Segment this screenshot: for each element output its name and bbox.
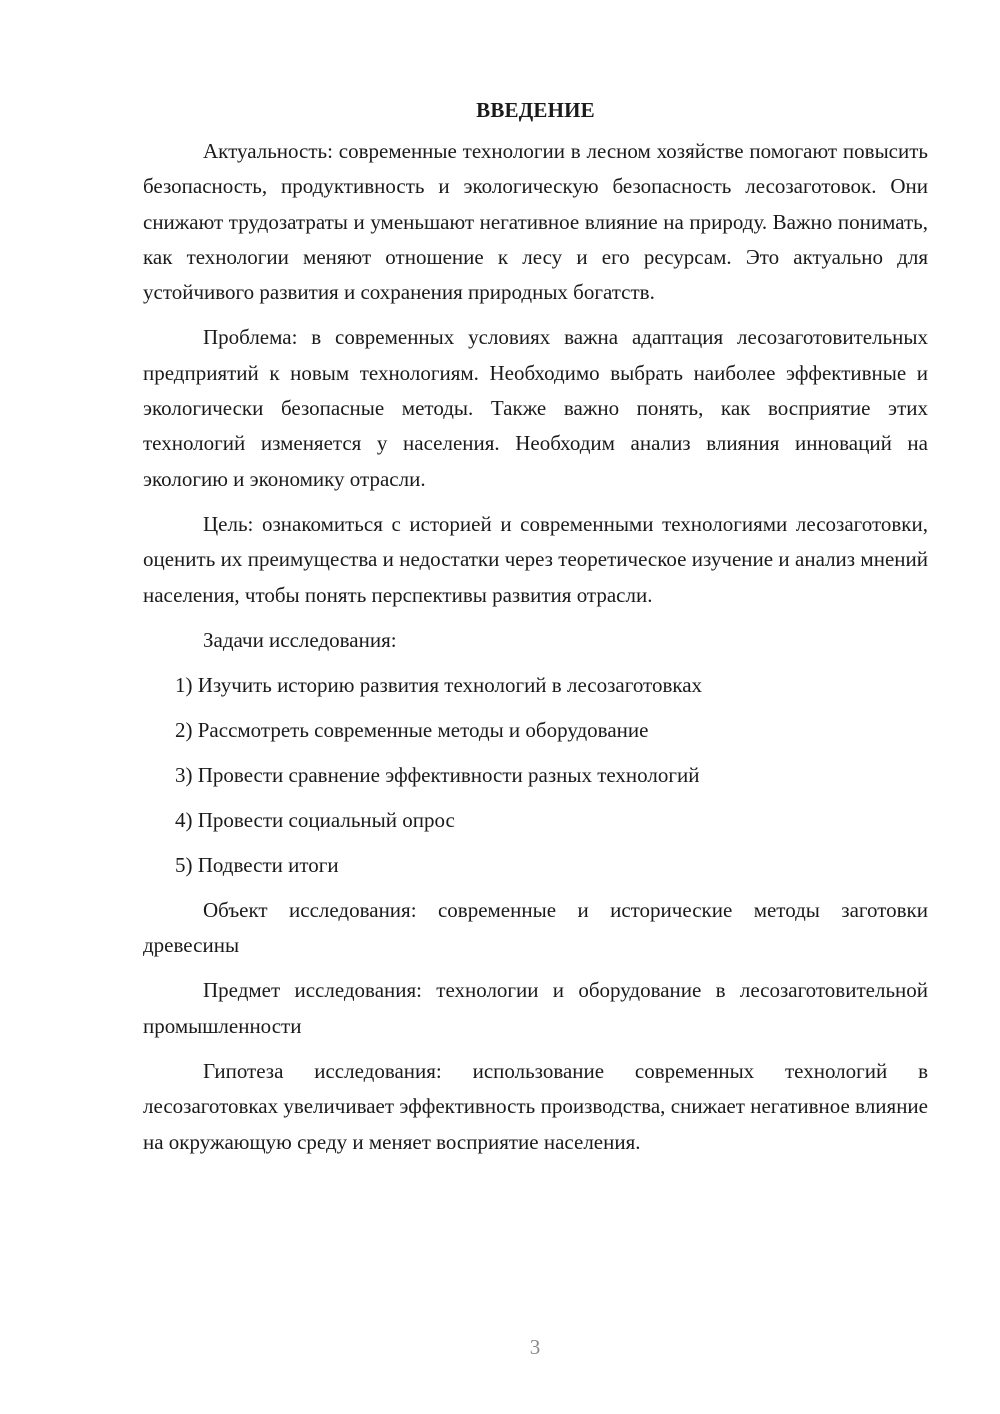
paragraph-object: Объект исследования: современные и исторические методы заготовки древесины <box>143 897 928 958</box>
task-item: 2) Рассмотреть современные методы и оборудование <box>175 717 649 742</box>
page-number: 3 <box>529 1335 541 1359</box>
task-item: 4) Провести социальный опрос <box>175 807 455 832</box>
paragraph-relevance: Актуальность: современные технологии в лесном хозяйстве помогают повысить безопасность, продуктивность и экологическую безопасность лесозаготовок. Они снижают трудозатраты и уменьшают негативное влияние на природу. Важно понимать, как технологии меняют отношение к лесу и его ресурсам. Это актуально для устойчивого развития и сохранения природных богатств. <box>143 139 928 305</box>
paragraph-subject: Предмет исследования: технологии и оборудование в лесозаготовительной промышленности <box>143 978 928 1038</box>
paragraph-problem: Проблема: в современных условиях важна адаптация лесозаготовительных предприятий к новым технологиям. Необходимо выбрать наиболее эффективные и экологически безопасные методы. Также важно понять, как восприятие этих технологий изменяется у населения. Необходим анализ влияния инноваций на экологию и экономику отрасли. <box>143 325 928 491</box>
section-title: ВВЕДЕНИЕ <box>476 98 595 122</box>
task-item: 3) Провести сравнение эффективности разных технологий <box>175 762 700 787</box>
paragraph-goal: Цель: ознакомиться с историей и современными технологиями лесозаготовки, оценить их преимущества и недостатки через теоретическое изучение и анализ мнений населения, чтобы понять перспективы развития отрасли. <box>143 511 928 607</box>
paragraph-hypothesis: Гипотеза исследования: использование современных технологий в лесозаготовках увеличивает эффективность производства, снижает негативное влияние на окружающую среду и меняет восприятие населения. <box>143 1059 928 1154</box>
page-content <box>143 93 928 1170</box>
tasks-heading: Задачи исследования: <box>203 627 397 652</box>
task-item: 5) Подвести итоги <box>175 852 339 877</box>
task-item: 1) Изучить историю развития технологий в лесозаготовках <box>175 672 703 697</box>
